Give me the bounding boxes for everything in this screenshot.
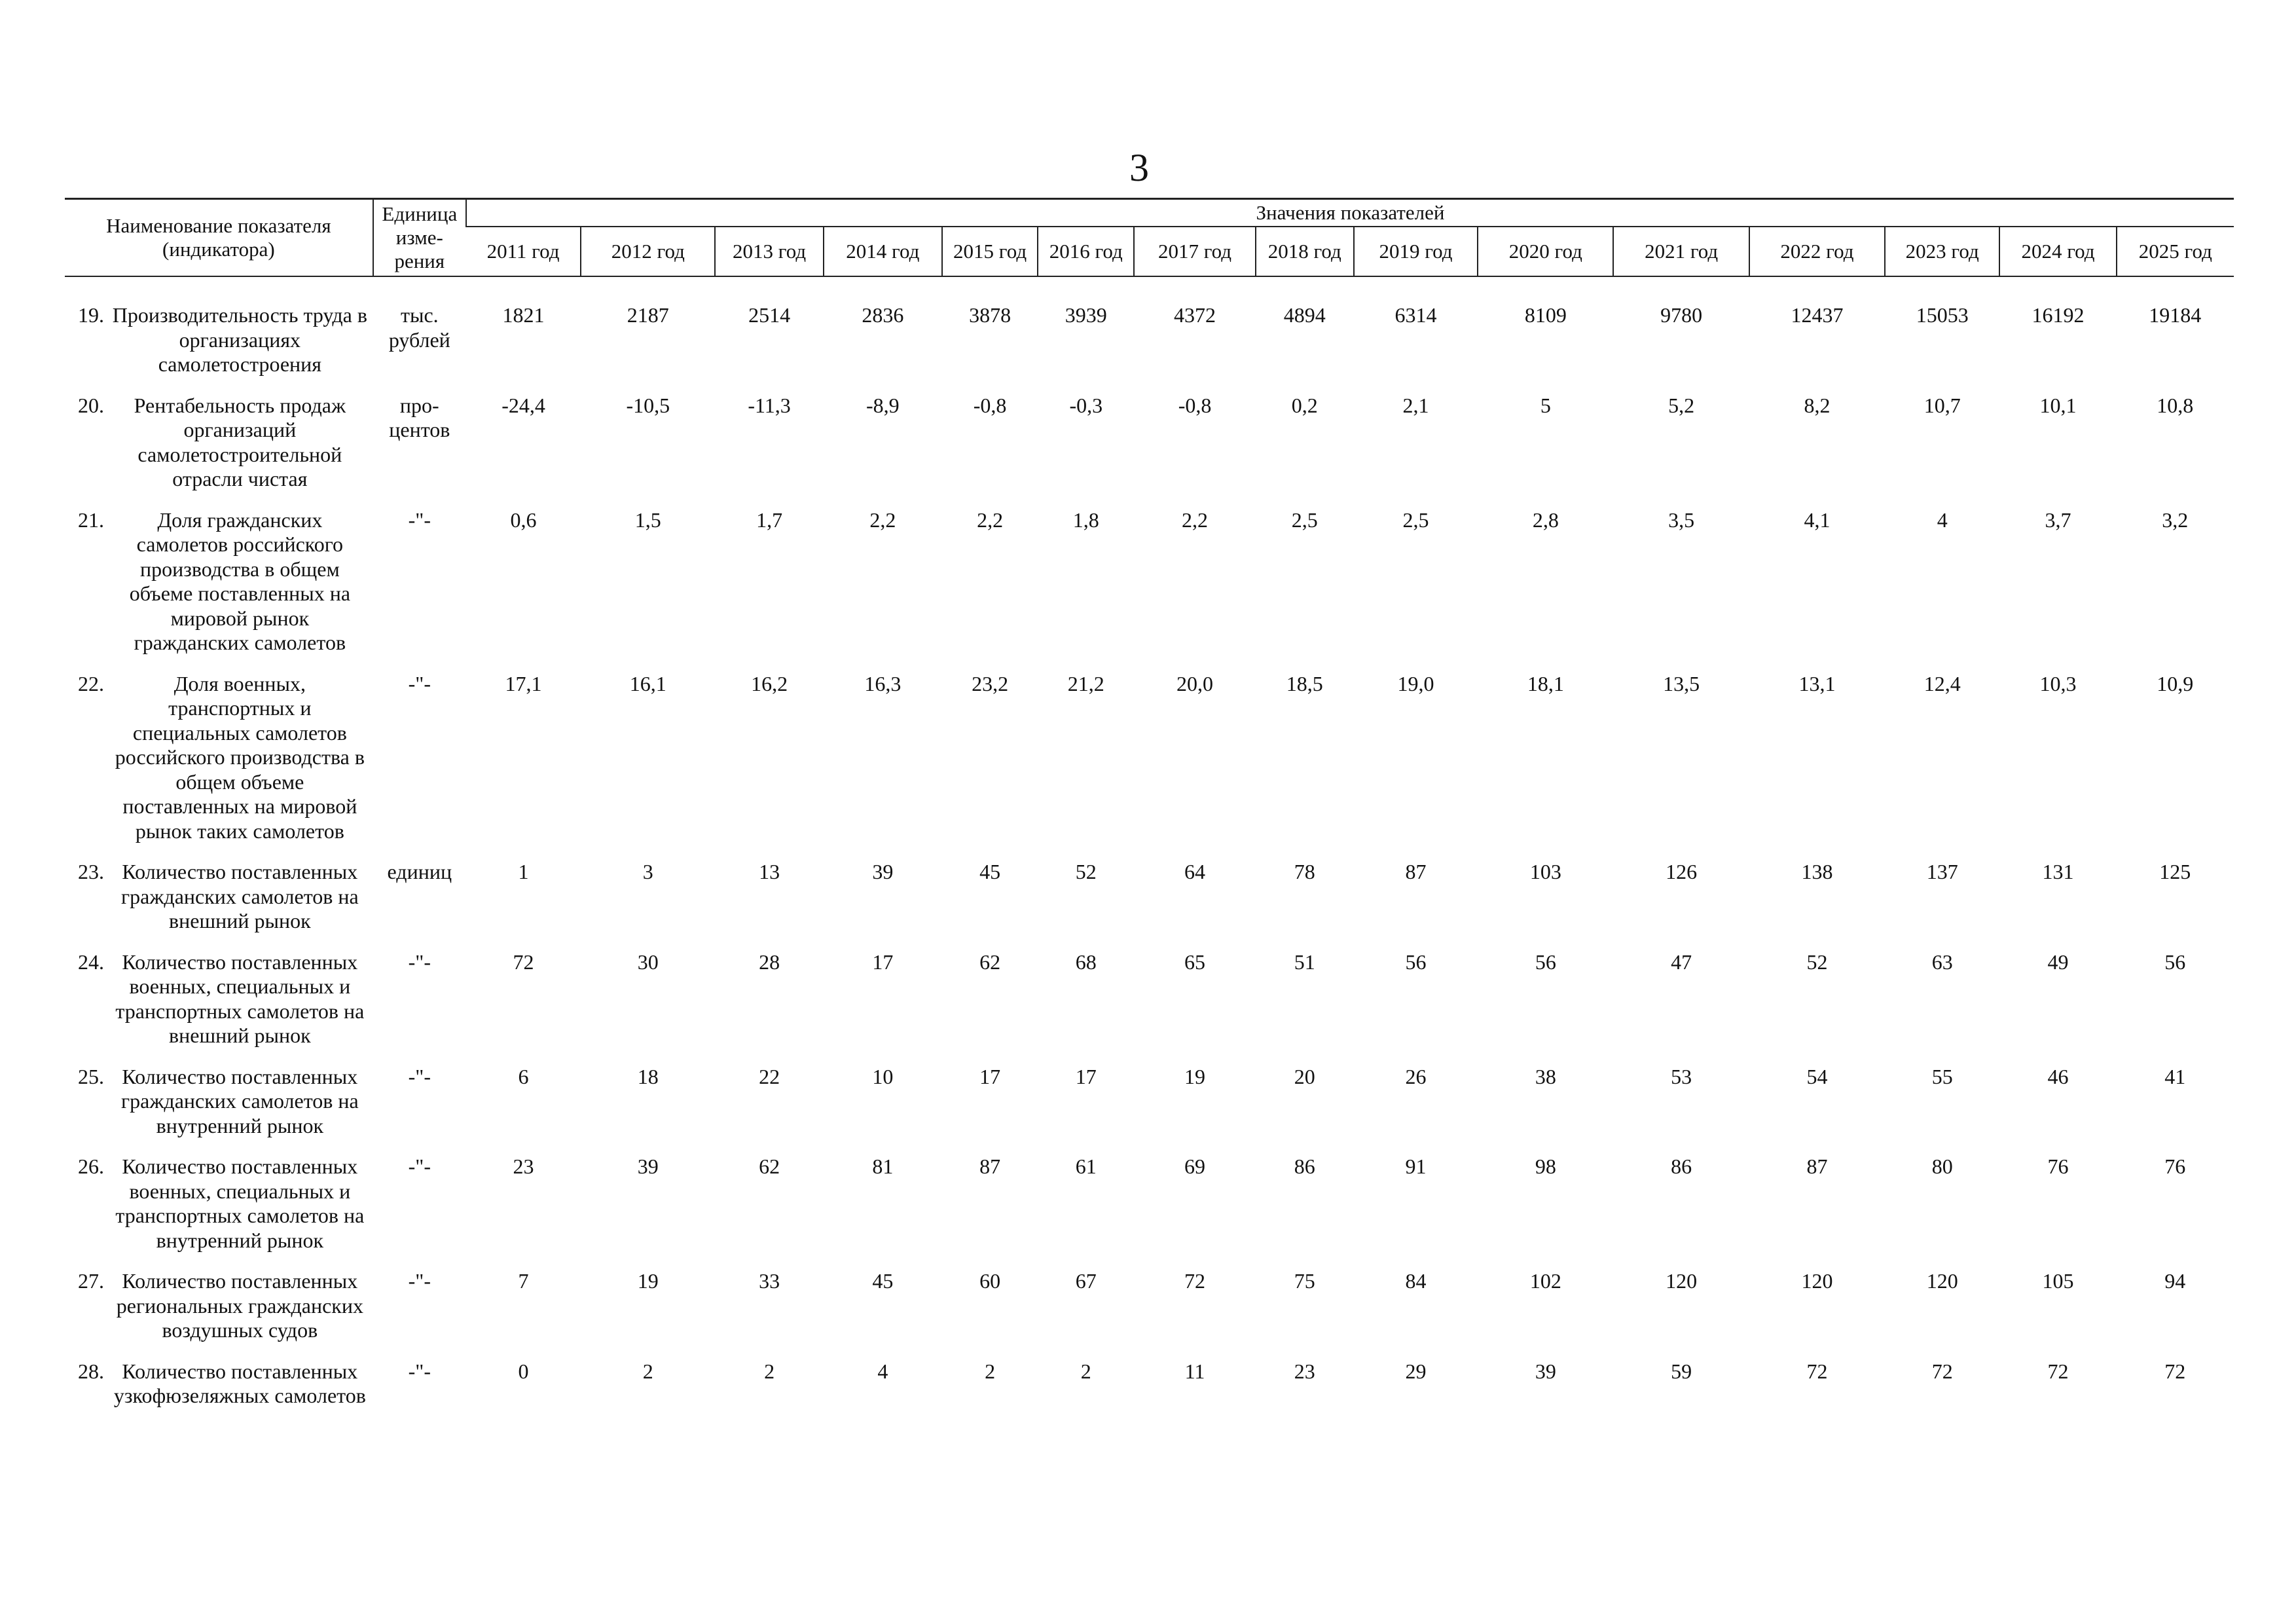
value-cell: 120 [1926, 1269, 1958, 1293]
value-cell: 16192 [2032, 303, 2085, 327]
value-cell: 75 [1294, 1269, 1315, 1293]
value-cell: 6314 [1394, 303, 1437, 327]
value-cell: 19 [637, 1269, 659, 1293]
value-cell: 19 [1184, 1064, 1206, 1088]
value-cell: 52 [1075, 860, 1097, 883]
value-cell: 13,5 [1663, 671, 1700, 695]
row-number: 25. [78, 1064, 104, 1088]
value-cell: 10 [872, 1064, 894, 1088]
value-cell: 64 [1184, 860, 1206, 883]
table-row [65, 1063, 2234, 1154]
value-cell: 125 [2159, 860, 2191, 883]
value-cell: 11 [1184, 1359, 1205, 1383]
unit-cell: -"- [408, 950, 431, 974]
value-cell: 62 [979, 950, 1001, 974]
value-cell: 52 [1806, 950, 1828, 974]
value-cell: 2,2 [869, 507, 896, 532]
value-cell: 5 [1540, 393, 1551, 417]
value-cell: 98 [1535, 1154, 1556, 1178]
value-cell: 4 [877, 1359, 888, 1383]
indicator-name: Производительность труда в организациях самолетостроения [112, 303, 367, 376]
value-cell: 4372 [1174, 303, 1216, 327]
value-cell: 60 [979, 1269, 1001, 1293]
table-row [65, 858, 2234, 949]
indicator-name: Количество поставленных военных, специальных и транспортных самолетов на внешний рынок [115, 950, 365, 1047]
table-row [65, 392, 2234, 507]
value-cell: 15053 [1916, 303, 1969, 327]
indicator-name: Количество поставленных региональных гражданских воздушных судов [116, 1269, 363, 1342]
value-cell: 18,1 [1527, 671, 1564, 695]
header-year: 2012 год [581, 227, 715, 276]
page-number: 3 [1129, 146, 1149, 189]
value-cell: 18,5 [1286, 671, 1323, 695]
value-cell: 76 [2164, 1154, 2186, 1178]
value-cell: 94 [2164, 1269, 2186, 1293]
value-cell: 3,7 [2045, 507, 2071, 532]
value-cell: 3,5 [1668, 507, 1695, 532]
value-cell: 55 [1931, 1064, 1953, 1088]
value-cell: 76 [2047, 1154, 2069, 1178]
value-cell: 2 [764, 1359, 775, 1383]
value-cell: 65 [1184, 950, 1206, 974]
value-cell: 54 [1806, 1064, 1828, 1088]
value-cell: 87 [1806, 1154, 1828, 1178]
value-cell: 2,8 [1532, 507, 1559, 532]
row-number: 22. [78, 671, 104, 695]
value-cell: 47 [1671, 950, 1692, 974]
value-cell: 17 [979, 1064, 1001, 1088]
value-cell: 126 [1666, 860, 1698, 883]
value-cell: 86 [1671, 1154, 1692, 1178]
header-values: Значения показателей [466, 199, 2234, 227]
indicator-cell [65, 507, 373, 671]
value-cell: 1,7 [756, 507, 783, 532]
value-cell: 67 [1075, 1269, 1097, 1293]
value-cell: 3 [642, 860, 653, 883]
value-cell: -0,8 [973, 393, 1007, 417]
value-cell: 2,5 [1402, 507, 1429, 532]
table-row [65, 1153, 2234, 1268]
header-year: 2016 год [1038, 227, 1134, 276]
value-cell: 138 [1801, 860, 1833, 883]
value-cell: 91 [1405, 1154, 1427, 1178]
value-cell: 87 [1405, 860, 1427, 883]
unit-cell: про- центов [389, 393, 450, 441]
value-cell: 103 [1529, 860, 1561, 883]
value-cell: 2,5 [1291, 507, 1318, 532]
value-cell: 2 [985, 1359, 996, 1383]
value-cell: 72 [1806, 1359, 1828, 1383]
table-row [65, 949, 2234, 1063]
value-cell: 17 [872, 950, 894, 974]
value-cell: 10,9 [2157, 671, 2194, 695]
table-row [65, 302, 2234, 392]
value-cell: 131 [2042, 860, 2074, 883]
table-row [65, 671, 2234, 859]
row-number: 21. [78, 507, 104, 532]
indicator-name: Количество поставленных гражданских самолетов на внешний рынок [120, 860, 359, 932]
row-number: 26. [78, 1154, 104, 1178]
header-year: 2011 год [466, 227, 581, 276]
header-year: 2019 год [1354, 227, 1478, 276]
value-cell: 4894 [1283, 303, 1326, 327]
value-cell: 53 [1671, 1064, 1692, 1088]
value-cell: 21,2 [1067, 671, 1104, 695]
value-cell: 9780 [1660, 303, 1703, 327]
row-number: 23. [78, 860, 104, 883]
value-cell: 2514 [748, 303, 791, 327]
row-number: 20. [78, 393, 104, 417]
header-indicator-name: Наименование показателя (индикатора) [65, 199, 373, 277]
indicator-cell [65, 302, 373, 392]
value-cell: 68 [1075, 950, 1097, 974]
value-cell: -11,3 [748, 393, 791, 417]
value-cell: 23,2 [972, 671, 1009, 695]
unit-cell: -"- [408, 1064, 431, 1088]
value-cell: 69 [1184, 1154, 1206, 1178]
table-row [65, 1268, 2234, 1358]
table-body [65, 276, 2234, 1424]
header-year: 2024 год [1999, 227, 2116, 276]
header-year: 2013 год [715, 227, 823, 276]
value-cell: 38 [1535, 1064, 1556, 1088]
table-row [65, 507, 2234, 671]
value-cell: 1,5 [634, 507, 661, 532]
value-cell: 16,2 [751, 671, 788, 695]
indicator-name: Доля гражданских самолетов российского производства в общем объеме поставленных на мировой рынок гражданских самолетов [129, 507, 351, 654]
header-unit: Единица изме- рения [373, 199, 466, 277]
value-cell: 8,2 [1804, 393, 1831, 417]
header-year: 2020 год [1478, 227, 1613, 276]
value-cell: 137 [1926, 860, 1958, 883]
header-year: 2017 год [1134, 227, 1255, 276]
value-cell: -10,5 [626, 393, 670, 417]
unit-cell: -"- [408, 1154, 431, 1178]
value-cell: 12437 [1791, 303, 1844, 327]
value-cell: -24,4 [501, 393, 545, 417]
value-cell: 72 [1931, 1359, 1953, 1383]
value-cell: 120 [1666, 1269, 1698, 1293]
value-cell: 23 [1294, 1359, 1315, 1383]
value-cell: 56 [2164, 950, 2186, 974]
value-cell: 105 [2042, 1269, 2074, 1293]
value-cell: 7 [518, 1269, 529, 1293]
value-cell: 49 [2047, 950, 2069, 974]
value-cell: 62 [759, 1154, 780, 1178]
value-cell: 0,2 [1291, 393, 1318, 417]
value-cell: 2,2 [1182, 507, 1209, 532]
value-cell: 56 [1535, 950, 1556, 974]
value-cell: 1,8 [1072, 507, 1099, 532]
indicator-cell [65, 1268, 373, 1358]
value-cell: 63 [1931, 950, 1953, 974]
indicator-name: Количество поставленных военных, специальных и транспортных самолетов на внутренний рынок [115, 1154, 365, 1252]
value-cell: 87 [979, 1154, 1001, 1178]
value-cell: 102 [1529, 1269, 1561, 1293]
value-cell: 20 [1294, 1064, 1315, 1088]
row-number: 27. [78, 1269, 104, 1293]
value-cell: -0,3 [1069, 393, 1103, 417]
header-year: 2022 год [1749, 227, 1885, 276]
value-cell: 30 [637, 950, 659, 974]
value-cell: 78 [1294, 860, 1315, 883]
value-cell: 22 [759, 1064, 780, 1088]
value-cell: 0,6 [510, 507, 537, 532]
value-cell: 8109 [1524, 303, 1567, 327]
header-year: 2021 год [1613, 227, 1749, 276]
value-cell: 120 [1801, 1269, 1833, 1293]
value-cell: 72 [2047, 1359, 2069, 1383]
value-cell: 2187 [627, 303, 669, 327]
value-cell: 45 [979, 860, 1001, 883]
header-year: 2014 год [824, 227, 942, 276]
value-cell: 2,2 [977, 507, 1004, 532]
unit-cell: -"- [408, 1359, 431, 1383]
value-cell: 0 [518, 1359, 529, 1383]
value-cell: 5,2 [1668, 393, 1695, 417]
row-number: 28. [78, 1359, 104, 1383]
indicator-name: Рентабельность продаж организаций самолетостроительной отрасли чистая [134, 393, 346, 490]
indicators-table [65, 198, 2234, 1424]
header-year: 2025 год [2117, 227, 2234, 276]
value-cell: 1 [518, 860, 529, 883]
value-cell: 28 [759, 950, 780, 974]
value-cell: 19184 [2149, 303, 2202, 327]
value-cell: 13 [759, 860, 780, 883]
value-cell: 2 [642, 1359, 653, 1383]
indicator-cell [65, 671, 373, 859]
indicator-cell [65, 1358, 373, 1424]
value-cell: 6 [518, 1064, 529, 1088]
value-cell: 56 [1405, 950, 1427, 974]
value-cell: 84 [1405, 1269, 1427, 1293]
value-cell: 59 [1671, 1359, 1692, 1383]
value-cell: 12,4 [1923, 671, 1961, 695]
value-cell: 17,1 [505, 671, 542, 695]
indicator-cell [65, 949, 373, 1063]
value-cell: 2,1 [1402, 393, 1429, 417]
value-cell: 41 [2164, 1064, 2186, 1088]
value-cell: 2 [1080, 1359, 1091, 1383]
value-cell: 10,8 [2157, 393, 2194, 417]
value-cell: 23 [513, 1154, 534, 1178]
value-cell: 46 [2047, 1064, 2069, 1088]
header-year: 2015 год [942, 227, 1038, 276]
value-cell: 2836 [862, 303, 904, 327]
value-cell: 16,3 [864, 671, 902, 695]
value-cell: 19,0 [1397, 671, 1434, 695]
value-cell: 72 [513, 950, 534, 974]
value-cell: -8,9 [866, 393, 900, 417]
row-number: 19. [78, 303, 104, 327]
value-cell: 72 [2164, 1359, 2186, 1383]
value-cell: 4,1 [1804, 507, 1831, 532]
value-cell: 10,1 [2039, 393, 2077, 417]
value-cell: 13,1 [1798, 671, 1836, 695]
value-cell: 45 [872, 1269, 894, 1293]
unit-cell: тыс. рублей [388, 303, 450, 352]
value-cell: 18 [637, 1064, 659, 1088]
indicator-name: Доля военных, транспортных и специальных самолетов российского производства в общем объеме поставленных на мировой рынок таких самолетов [115, 671, 365, 843]
value-cell: 81 [872, 1154, 894, 1178]
indicator-cell [65, 392, 373, 507]
value-cell: 39 [872, 860, 894, 883]
unit-cell: -"- [408, 671, 431, 695]
indicator-name: Количество поставленных узкофюзеляжных самолетов [113, 1359, 366, 1407]
value-cell: 86 [1294, 1154, 1315, 1178]
value-cell: 51 [1294, 950, 1315, 974]
value-cell: 10,7 [1923, 393, 1961, 417]
value-cell: 39 [637, 1154, 659, 1178]
value-cell: 61 [1075, 1154, 1097, 1178]
unit-cell: -"- [408, 1269, 431, 1293]
value-cell: 33 [759, 1269, 780, 1293]
value-cell: 3,2 [2162, 507, 2189, 532]
value-cell: 3878 [969, 303, 1011, 327]
value-cell: 1821 [502, 303, 545, 327]
indicator-name: Количество поставленных гражданских самолетов на внутренний рынок [120, 1064, 359, 1137]
value-cell: 26 [1405, 1064, 1427, 1088]
value-cell: 29 [1405, 1359, 1427, 1383]
unit-cell: единиц [387, 860, 452, 883]
value-cell: 16,1 [629, 671, 666, 695]
value-cell: 10,3 [2039, 671, 2077, 695]
indicator-cell [65, 858, 373, 949]
value-cell: -0,8 [1178, 393, 1212, 417]
unit-cell: -"- [408, 507, 431, 532]
value-cell: 20,0 [1176, 671, 1214, 695]
indicator-cell [65, 1063, 373, 1154]
value-cell: 39 [1535, 1359, 1556, 1383]
row-number: 24. [78, 950, 104, 974]
header-year: 2018 год [1256, 227, 1354, 276]
header-year: 2023 год [1885, 227, 1999, 276]
indicator-cell [65, 1153, 373, 1268]
value-cell: 80 [1931, 1154, 1953, 1178]
value-cell: 72 [1184, 1269, 1206, 1293]
value-cell: 17 [1075, 1064, 1097, 1088]
table-row [65, 1358, 2234, 1424]
value-cell: 4 [1937, 507, 1948, 532]
value-cell: 3939 [1065, 303, 1107, 327]
